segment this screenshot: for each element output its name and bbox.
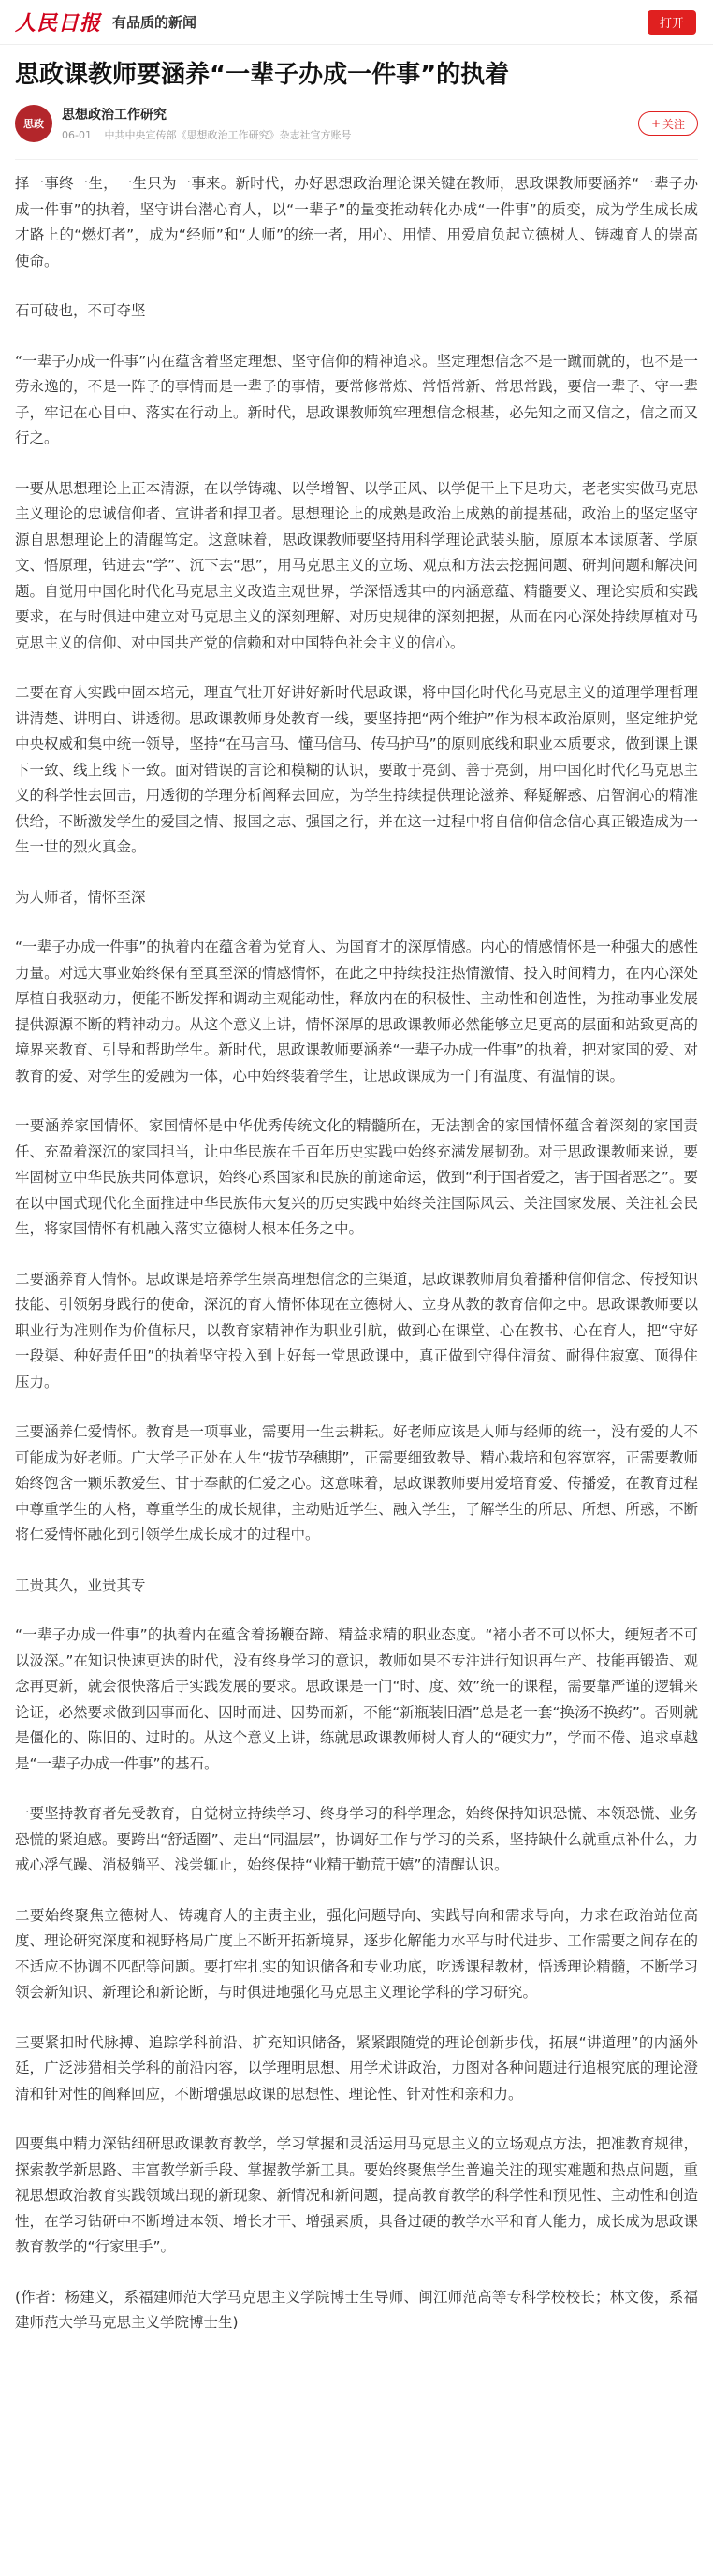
paragraph: 三要涵养仁爱情怀。教育是一项事业，需要用一生去耕耘。好老师应该是人师与经师的统一，没有爱的人不可能成为好老师。广大学子正处在人生“拔节孕穗期”，正需要细致教导、精心栽培和包容宽容，正需要教师始终饱含一颗乐教爱生、甘于奉献的仁爱之心。这意味着，思政课教师要用爱培育爱、传播爱，在教育过程中尊重学生的人格，尊重学生的成长规律，主动贴近学生、融入学生，了解学生的所思、所想、所惑，不断将仁爱情怀融化到引领学生成长成才的过程中。	[15, 1423, 698, 1543]
app-slogan: 有品质的新闻	[112, 14, 197, 31]
paragraph: “一辈子办成一件事”内在蕴含着坚定理想、坚守信仰的精神追求。坚定理想信念不是一蹴而就的，也不是一劳永逸的，不是一阵子的事情而是一辈子的事情，要常修常炼、常悟常新、常思常践，要信一辈子、守一辈子，牢记在心目中、落实在行动上。新时代，思政课教师筑牢理想信念根基，必先知之而又信之，信之而又行之。	[15, 352, 698, 446]
paragraph: 三要紧扣时代脉搏、追踪学科前沿、扩充知识储备，紧紧跟随党的理论创新步伐，拓展“讲道理”的内涵外延，广泛涉猎相关学科的前沿内容，以学理明思想、用学术讲政治，力图对各种问题进行追根究底的理论澄清和针对性的阐释回应，不断增强思政课的思想性、理论性、针对性和亲和力。	[15, 2033, 698, 2103]
author-avatar[interactable]: 思政	[15, 105, 52, 142]
paragraph: 四要集中精力深钻细研思政课教育教学，学习掌握和灵活运用马克思主义的立场观点方法，把准教育规律，探索教学新思路、丰富教学新手段、掌握教学新工具。要始终聚焦学生普遍关注的现实难题和热点问题，重视思想政治教育实践领域出现的新现象、新情况和新问题，提高教育教学的科学性和预见性、主动性和创造性，在学习钻研中不断增进本领、增长才干、增强素质，具备过硬的教学水平和育人能力，成长成为思政课教育教学的“行家里手”。	[15, 2135, 698, 2255]
open-app-button[interactable]: 打开	[648, 10, 696, 35]
follow-label: 关注	[662, 117, 686, 131]
article-title: 思政课教师要涵养“一辈子办成一件事”的执着	[15, 61, 510, 89]
author-source: 中共中央宣传部《思想政治工作研究》杂志社官方账号	[104, 129, 352, 141]
paragraph: 二要涵养育人情怀。思政课是培养学生崇高理想信念的主渠道，思政课教师肩负着播种信仰信念、传授知识技能、引领躬身践行的使命，深沉的育人情怀体现在立德树人、立身从教的教育信仰之中。思政课教师要以职业行为准则作为价值标尺，以教育家精神作为职业引航，做到心在课堂、心在教书、心在育人，把“守好一段渠、种好责任田”的执着坚守投入到上好每一堂思政课中，真正做到守得住清贫、耐得住寂寞、顶得住压力。	[15, 1270, 698, 1390]
plus-icon: +	[650, 117, 662, 130]
follow-button[interactable]	[638, 111, 698, 136]
paragraph: 一要从思想理论上正本清源，在以学铸魂、以学增智、以学正风、以学促干上下足功夫，老老实实做马克思主义理论的忠诚信仰者、宣讲者和捍卫者。思想理论上的成熟是政治上成熟的前提基础，政治上的坚定坚守源自思想理论上的清醒笃定。这意味着，思政课教师要坚持用科学理论武装头脑，原原本本读原著、学原文、悟原理，钻进去“学”、沉下去“思”，用马克思主义的立场、观点和方法去挖掘问题、研判问题和解决问题。自觉用中国化时代化马克思主义改造主观世界，学深悟透其中的内涵意蕴、精髓要义、理论实质和实践要求，在与时俱进中建立对马克思主义的深刻理解、对历史规律的深刻把握，从而在内心深处持续厚植对马克思主义的信仰、对中国共产党的信赖和对中国特色社会主义的信心。	[15, 479, 698, 651]
brand	[15, 7, 196, 36]
section-heading: 石可破也，不可夺坚	[15, 302, 146, 319]
paragraph: 二要始终聚焦立德树人、铸魂育人的主责主业，强化问题导向、实践导向和需求导向，力求在政治站位高度、理论研究深度和视野格局广度上不断开拓新境界，逐步化解能力水平与时代进步、工作需要之间存在的不适应不协调不匹配等问题。要打牢扎实的知识储备和专业功底，吃透课程教材，悟透理论精髓，不断学习领会新知识、新理论和新论断，与时俱进地强化马克思主义理论学科的学习研究。	[15, 1906, 698, 2001]
paragraph: 二要在育人实践中固本培元，理直气壮开好讲好新时代思政课，将中国化时代化马克思主义的道理学理哲理讲清楚、讲明白、讲透彻。思政课教师身处教育一线，要坚持把“两个维护”作为根本政治原则，坚定维护党中央权威和集中统一领导，坚持“在马言马、懂马信马、传马护马”的原则底线和职业本质要求，做到课上课下一致、线上线下一致。面对错误的言论和模糊的认识，要敢于亮剑、善于亮剑，用中国化时代化马克思主义的科学性去回击，用透彻的学理分析阐释去回应，为学生持续提供理论滋养、释疑解惑、启智润心的精准供给，不断激发学生的爱国之情、报国之志、强国之行，并在这一过程中将自信仰信念信心真正锻造成为一生一世的烈火真金。	[15, 684, 698, 855]
top-bar	[0, 0, 713, 45]
paragraph: 择一事终一生，一生只为一事来。新时代，办好思想政治理论课关键在教师，思政课教师要涵养“一辈子办成一件事”的执着，坚守讲台潜心育人，以“一辈子”的量变推动转化办成“一件事”的质变，成为学生成长成才路上的“燃灯者”，成为“经师”和“人师”的统一者，用心、用情、用爱肩负起立德树人、铸魂育人的崇高使命。	[15, 175, 698, 269]
author-info	[62, 105, 638, 142]
author-name[interactable]: 思想政治工作研究	[62, 108, 167, 123]
paragraph: “一辈子办成一件事”的执着内在蕴含着为党育人、为国育才的深厚情感。内心的情感情怀是一种强大的感性力量。对远大事业始终保有至真至深的情感情怀，在此之中持续投注热情激情、投入时间精力，在内心深处厚植自我驱动力，便能不断发挥和调动主观能动性，释放内在的积极性、主动性和创造性，为推动事业发展提供源源不断的精神动力。从这个意义上讲，情怀深厚的思政课教师必然能够立足更高的层面和站致更高的境界来教育、引导和帮助学生。新时代，思政课教师要涵养“一辈子办成一件事”的执着，把对家国的爱、对教育的爱、对学生的爱融为一体，心中始终装着学生，让思政课成为一门有温度、有温情的课。	[15, 939, 698, 1084]
app-logo[interactable]: 人民日报	[15, 11, 102, 36]
paragraph: 一要坚持教育者先受教育，自觉树立持续学习、终身学习的科学理念，始终保持知识恐慌、本领恐慌、业务恐慌的紧迫感。要跨出“舒适圈”、走出“同温层”，协调好工作与学习的关系，坚持缺什么就重点补什么，力戒心浮气躁、消极躺平、浅尝辄止，始终保持“业精于勤荒于嬉”的清醒认识。	[15, 1805, 698, 1873]
paragraph: 一要涵养家国情怀。家国情怀是中华优秀传统文化的精髓所在，无法割舍的家国情怀蕴含着深刻的家国责任、充盈着深沉的家国担当，让中华民族在千百年历史实践中始终充满发展韧劲。对于思政课教师来说，要牢固树立中华民族共同体意识，始终心系国家和民族的前途命运，做到“利于国者爱之，害于国者恶之”。要在以中国式现代化全面推进中华民族伟大复兴的历史实践中始终关注国际风云、关注国家发展、关注社会民生，将家国情怀有机融入落实立德树人根本任务之中。	[15, 1117, 698, 1237]
author-row	[0, 101, 713, 159]
paragraph: “一辈子办成一件事”的执着内在蕴含着扬鞭奋蹄、精益求精的职业态度。“褚小者不可以怀大，绠短者不可以汲深。”在知识快速更迭的时代，没有终身学习的意识，教师如果不专注进行知识再生产、技能再锻造、观念再更新，就会很快落后于实践发展的要求。思政课是一门“时、度、效”统一的课程，需要靠严谨的逻辑来论证，必然要求做到因事而化、因时而进、因势而新，不能“新瓶装旧酒”总是老一套“换汤不换药”。否则就是僵化的、陈旧的、过时的。从这个意义上讲，练就思政课教师树人育人的“硬实力”，学而不倦、追求卓越是“一辈子办成一件事”的基石。	[15, 1626, 698, 1772]
author-meta	[62, 127, 638, 142]
section-heading: 工贵其久，业贵其专	[15, 1576, 146, 1594]
publish-date: 06-01	[62, 129, 92, 141]
article-body	[0, 160, 713, 2365]
section-heading: 为人师者，情怀至深	[15, 888, 146, 906]
author-byline: (作者：杨建义，系福建师范大学马克思主义学院博士生导师、闽江师范高等专科学校校长；林文俊，系福建师范大学马克思主义学院博士生)	[15, 2288, 698, 2331]
